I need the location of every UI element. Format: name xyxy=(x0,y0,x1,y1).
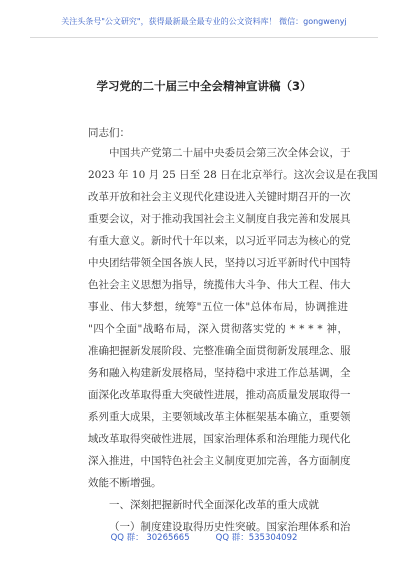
body-line: 务和融入构建新发展格局，坚持稳中求进工作总基调，全 xyxy=(88,367,351,379)
body-line: 事业、伟大梦想，统筹"五位一体"总体布局，协调推进 xyxy=(88,301,348,313)
document-title: 学习党的二十届三中全会精神宣讲稿（3） xyxy=(96,79,312,93)
footer-banner xyxy=(0,533,408,544)
body-line: "四个全面"战略布局，深入贯彻落实党的 * * * * 神， xyxy=(88,323,348,335)
subsection-heading: （一）制度建设取得历史性突破。国家治理体系和治 xyxy=(109,521,351,533)
header-banner: 关注头条号"公文研究"，获得最新最全最专业的公文资料库！ 微信：gongwenyj xyxy=(61,17,347,26)
greeting: 同志们： xyxy=(88,127,130,139)
body-line: 面深化改革取得重大突破性进展，推动高质量发展取得一 xyxy=(88,389,351,401)
header-divider xyxy=(30,37,378,38)
body-line: 域改革取得突破性进展，国家治理体系和治理能力现代化 xyxy=(88,433,351,445)
footer-qq-group-2: QQ 群：535304092 xyxy=(215,533,298,543)
body-line: 效能不断增强。 xyxy=(88,477,162,489)
body-line: 有重大意义。新时代十年以来，以习近平同志为核心的党 xyxy=(88,235,351,247)
body-line: 改革开放和社会主义现代化建设进入关键时期召开的一次 xyxy=(88,191,351,203)
body-line: 中央团结带领全国各族人民，坚持以习近平新时代中国特 xyxy=(88,257,351,269)
body-line: 系列重大成果，主要领域改革主体框架基本确立，重要领 xyxy=(88,411,351,423)
body-line: 中国共产党第二十届中央委员会第三次全体会议，于 xyxy=(109,147,351,159)
body-line: 准确把握新发展阶段、完整准确全面贯彻新发展理念、服 xyxy=(88,345,351,357)
body-line: 2023 年 10 月 25 日至 28 日在北京举行。这次会议是在我国 xyxy=(88,169,378,181)
body-line: 深入推进，中国特色社会主义制度更加完善，各方面制度 xyxy=(88,455,351,467)
document-body xyxy=(88,142,378,538)
footer-qq-group-1: QQ 群： 30265665 xyxy=(110,533,190,543)
section-heading: 一、深刻把握新时代全面深化改革的重大成就 xyxy=(109,499,319,511)
body-line: 重要会议，对于推动我国社会主义制度自我完善和发展具 xyxy=(88,213,351,225)
body-line: 色社会主义思想为指导，统揽伟大斗争、伟大工程、伟大 xyxy=(88,279,351,291)
